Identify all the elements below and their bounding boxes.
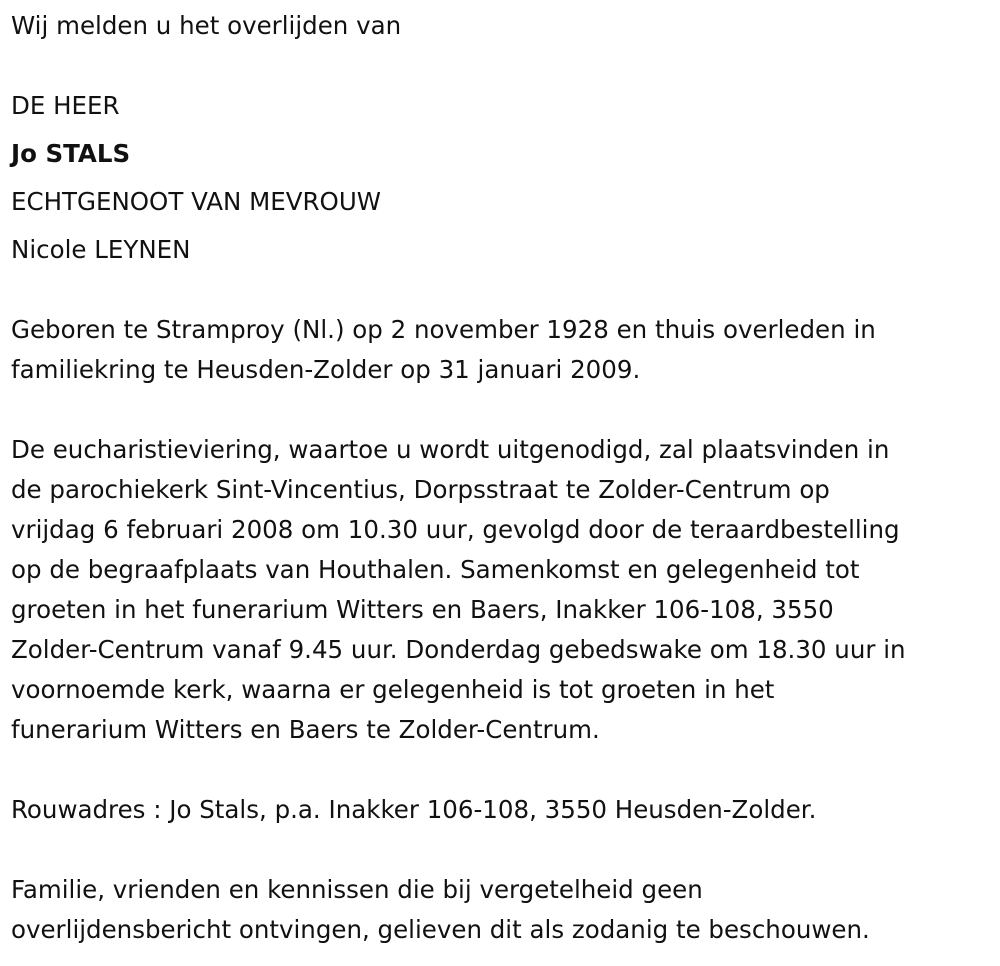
- ceremony-line: De eucharistieviering, waartoe u wordt uitgenodigd, zal plaatsvinden in: [11, 435, 890, 464]
- ceremony-line: Zolder-Centrum vanaf 9.45 uur. Donderdag gebedswake om 18.30 uur in: [11, 635, 906, 664]
- ceremony-line: groeten in het funerarium Witters en Baers, Inakker 106-108, 3550: [11, 595, 834, 624]
- birth-line: Geboren te Stramproy (Nl.) op 2 november 1928 en thuis overleden in: [11, 315, 876, 344]
- title-prefix: DE HEER: [11, 91, 120, 120]
- spouse-prefix: ECHTGENOOT VAN MEVROUW: [11, 187, 382, 216]
- spouse-name: Nicole LEYNEN: [11, 235, 191, 264]
- ceremony-line: op de begraafplaats van Houthalen. Samenkomst en gelegenheid tot: [11, 555, 860, 584]
- birth-line: familiekring te Heusden-Zolder op 31 januari 2009.: [11, 355, 641, 384]
- ceremony-line: voornoemde kerk, waarna er gelegenheid is tot groeten in het: [11, 675, 775, 704]
- closing-line: Familie, vrienden en kennissen die bij vergetelheid geen: [11, 875, 703, 904]
- intro-text: Wij melden u het overlijden van: [11, 11, 402, 40]
- ceremony-line: funerarium Witters en Baers te Zolder-Centrum.: [11, 715, 600, 744]
- ceremony-line: vrijdag 6 februari 2008 om 10.30 uur, gevolgd door de teraardbestelling: [11, 515, 900, 544]
- ceremony-line: de parochiekerk Sint-Vincentius, Dorpsstraat te Zolder-Centrum op: [11, 475, 830, 504]
- mourning-address: Rouwadres : Jo Stals, p.a. Inakker 106-108, 3550 Heusden-Zolder.: [11, 795, 817, 824]
- deceased-name: Jo STALS: [11, 139, 131, 168]
- closing-line: overlijdensbericht ontvingen, gelieven dit als zodanig te beschouwen.: [11, 915, 870, 944]
